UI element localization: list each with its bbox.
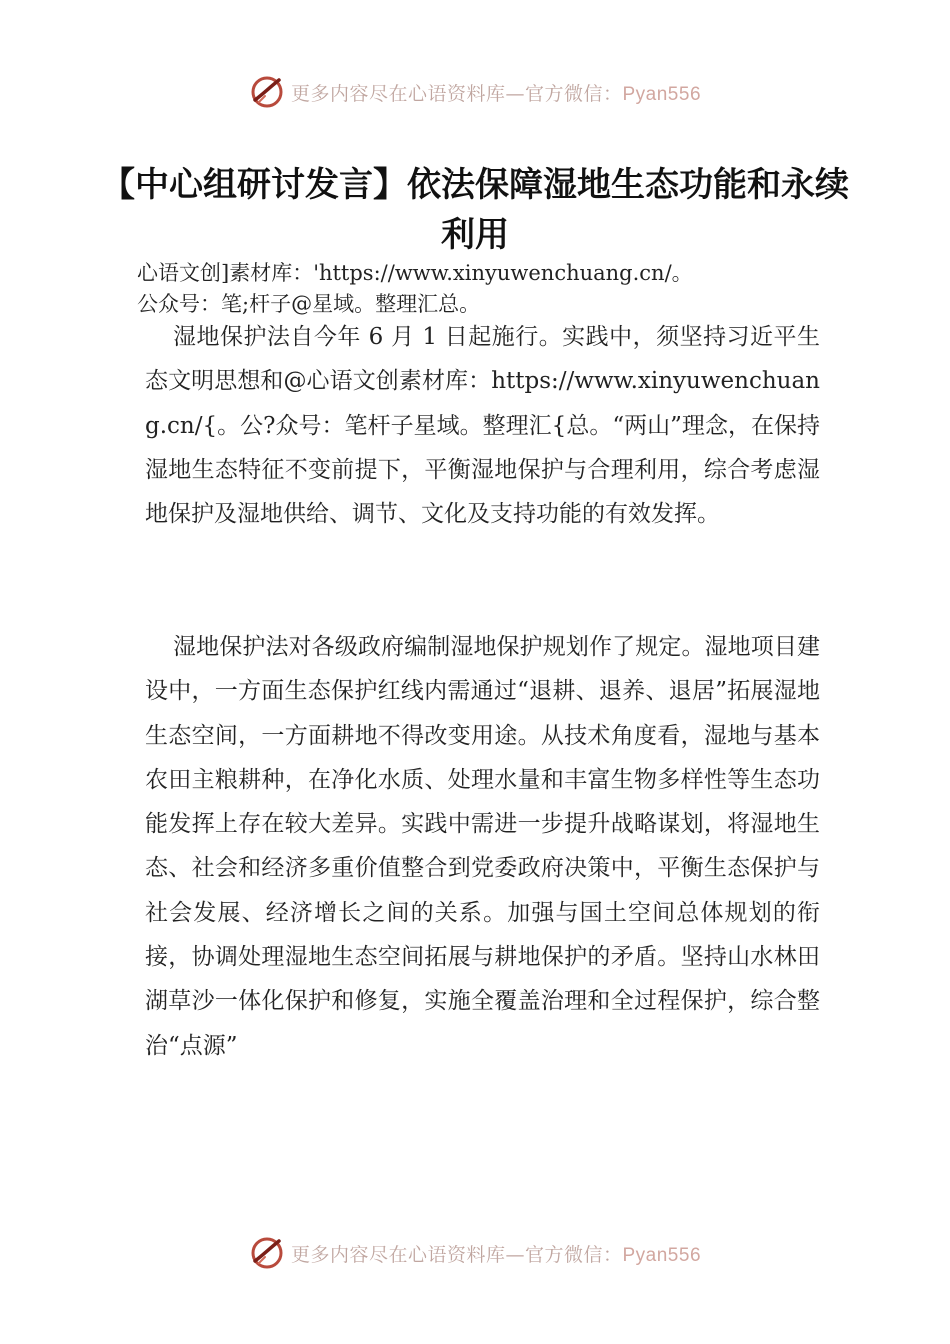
footer-wechat-id: Pyan556 [622, 1244, 702, 1266]
header-banner [0, 70, 950, 114]
source-note [137, 258, 837, 320]
paragraph-2: 湿地保护法对各级政府编制湿地保护规划作了规定。湿地项目建设中，一方面生态保护红线内需通过“退耕、退养、退居”拓展湿地生态空间，一方面耕地不得改变用途。从技术角度看，湿地与基本农田主粮耕种，在净化水质、处理水量和丰富生物多样性等生态功能发挥上存在较大差异。实践中需进一步提升战略谋划，将湿地生态、社会和经济多重价值整合到党委政府决策中，平衡生态保护与社会发展、经济增长之间的关系。加强与国土空间总体规划的衔接，协调处理湿地生态空间拓展与耕地保护的矛盾。坚持山水林田湖草沙一体化保护和修复，实施全覆盖治理和全过程保护，综合整治“点源” [145, 634, 820, 1059]
header-banner-text: 更多内容尽在心语资料库—官方微信：Pyan556 [290, 82, 702, 105]
header-wechat-id: Pyan556 [622, 83, 702, 105]
document-title: 【中心组研讨发言】依法保障湿地生态功能和永续利用 [101, 165, 849, 255]
brush-logo-icon [249, 1235, 285, 1271]
footer-banner [0, 1231, 950, 1275]
brush-logo-icon [249, 74, 285, 110]
paragraph-1: 湿地保护法自今年 6 月 1 日起施行。实践中，须坚持习近平生态文明思想和@心语文创素材库：https://www.xinyuwenchuang.cn/{。公?众号：笔杆子星域。整理汇{总。“两山”理念，在保持湿地生态特征不变前提下，平衡湿地保护与合理利用，综合考虑湿地保护及湿地供给、调节、文化及支持功能的有效发挥。 [145, 324, 820, 528]
footer-banner-text: 更多内容尽在心语资料库—官方微信：Pyan556 [290, 1243, 702, 1266]
source-line-2: 公众号：笔;杆子@星域。整理汇总。 [137, 292, 481, 316]
source-line-1: 心语文创]素材库：'https://www.xinyuwenchuang.cn/。 [137, 261, 693, 285]
